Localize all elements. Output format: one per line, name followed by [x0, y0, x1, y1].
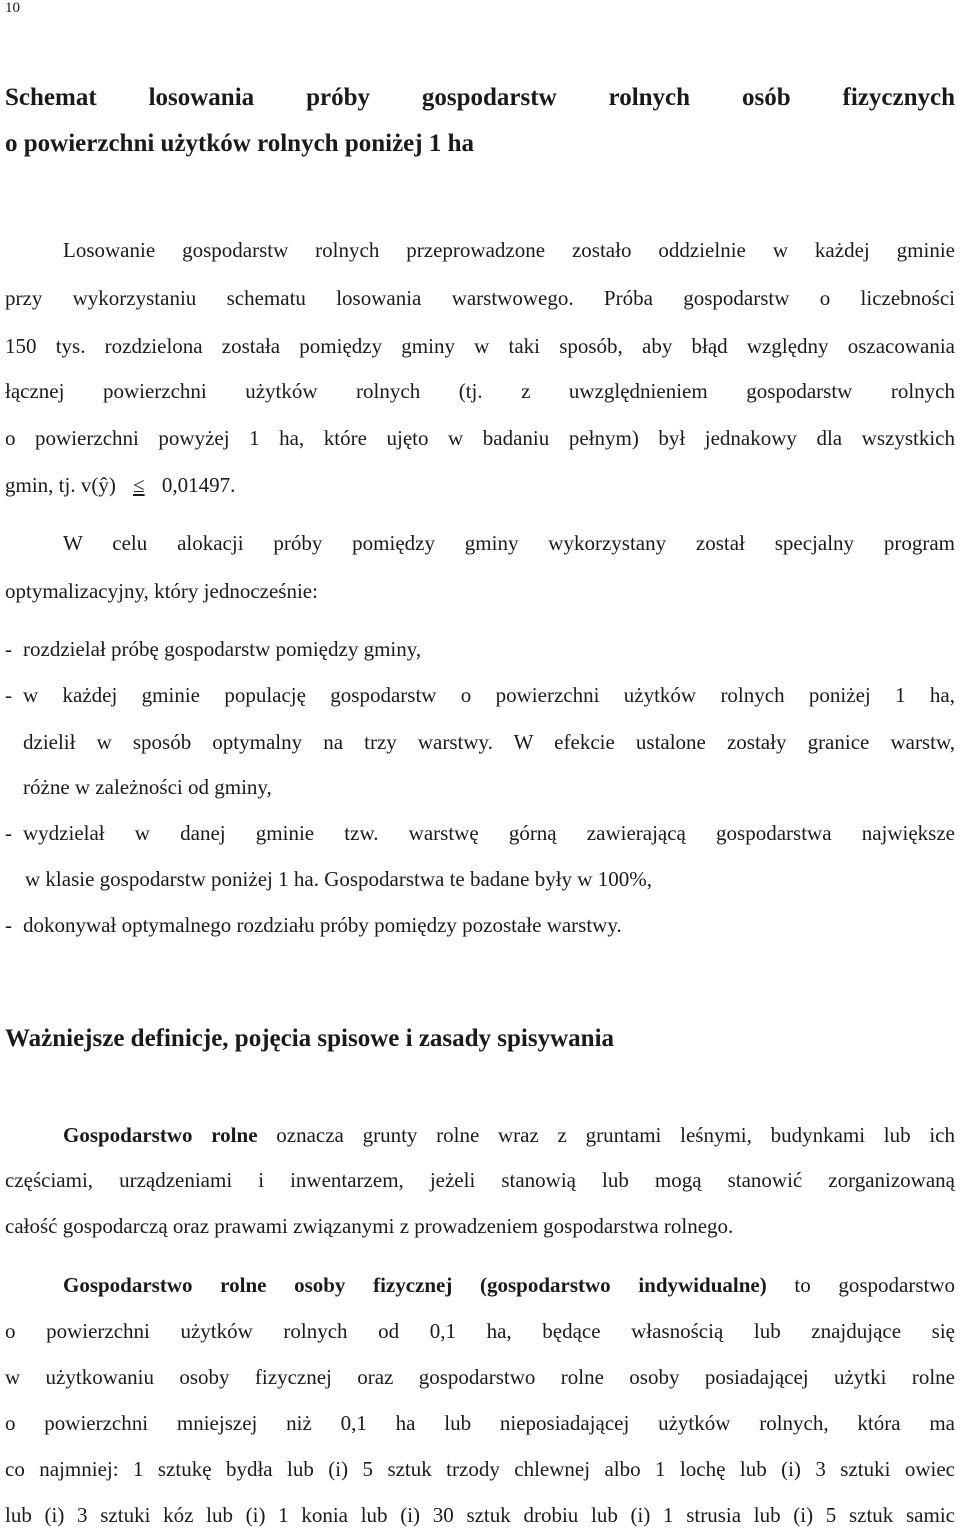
formula-text: gmin, tj. v(ŷ)	[5, 473, 116, 497]
list-item-text: dzielił w sposób optymalny na trzy warstwy. W efekcie ustalone zostały granice warstw,	[23, 730, 955, 754]
definition-term: Gospodarstwo rolne osoby fizycznej (gospodarstwo indywidualne)	[63, 1273, 767, 1297]
formula-value: 0,01497.	[161, 473, 236, 497]
list-dash: -	[5, 683, 12, 707]
text-line: o powierzchni powyżej 1 ha, które ujęto w badaniu pełnym) był jednakowy dla wszystkich	[5, 426, 955, 450]
text-line: Losowanie gospodarstw rolnych przeprowadzone zostało oddzielnie w każdej gminie	[63, 238, 955, 262]
text-line: optymalizacyjny, który jednocześnie:	[5, 579, 318, 603]
list-item-text: wydzielał w danej gminie tzw. warstwę górną zawierającą gospodarstwa największe	[23, 821, 955, 845]
page-number: 10	[5, 0, 20, 16]
section-heading: Ważniejsze definicje, pojęcia spisowe i zasady spisywania	[5, 1025, 615, 1052]
text-line: łącznej powierzchni użytków rolnych (tj. z uwzględnieniem gospodarstw rolnych	[5, 379, 955, 403]
text-line: przy wykorzystaniu schematu losowania warstwowego. Próba gospodarstw o liczebności	[5, 286, 955, 310]
definition-text: oznacza grunty rolne wraz z gruntami leśnymi, budynkami lub ich	[257, 1123, 956, 1147]
list-item-text: w klasie gospodarstw poniżej 1 ha. Gospodarstwa te badane były w 100%,	[25, 867, 652, 891]
text-line	[63, 1123, 955, 1148]
text-line: w użytkowaniu osoby fizycznej oraz gospodarstwo rolne osoby posiadającej użytki rolne	[5, 1365, 955, 1389]
text-line: 150 tys. rozdzielona została pomiędzy gminy w taki sposób, aby błąd względny oszacowania	[5, 334, 955, 358]
list-item-text: rozdzielał próbę gospodarstw pomiędzy gminy,	[23, 637, 422, 661]
list-dash: -	[5, 637, 12, 661]
text-line: całość gospodarczą oraz prawami związanymi z prowadzeniem gospodarstwa rolnego.	[5, 1214, 734, 1238]
text-line: częściami, urządzeniami i inwentarzem, jeżeli stanowią lub mogą stanowić zorganizowaną	[5, 1168, 955, 1192]
definition-term: Gospodarstwo rolne	[63, 1123, 258, 1147]
section-heading-line2: o powierzchni użytków rolnych poniżej 1 ha	[5, 130, 474, 157]
list-item-text: w każdej gminie populację gospodarstw o powierzchni użytków rolnych poniżej 1 ha,	[23, 683, 955, 707]
text-line: o powierzchni użytków rolnych od 0,1 ha, będące własnością lub znajdujące się	[5, 1319, 955, 1343]
text-line: W celu alokacji próby pomiędzy gminy wykorzystany został specjalny program	[63, 531, 955, 555]
list-item-text: różne w zależności od gminy,	[23, 775, 272, 799]
text-line: co najmniej: 1 sztukę bydła lub (i) 5 sztuk trzody chlewnej albo 1 lochę lub (i) 3 sztuki owiec	[5, 1457, 955, 1481]
section-heading: Schemat losowania próby gospodarstw rolnych osób fizycznych	[5, 84, 955, 111]
text-line: lub (i) 3 sztuki kóz lub (i) 1 konia lub (i) 30 sztuk drobiu lub (i) 1 strusia lub (i) 5 sztuk samic	[5, 1503, 955, 1527]
text-line: o powierzchni mniejszej niż 0,1 ha lub nieposiadającej użytków rolnych, która ma	[5, 1411, 955, 1435]
list-item-text: dokonywał optymalnego rozdziału próby pomiędzy pozostałe warstwy.	[23, 913, 622, 937]
list-dash: -	[5, 913, 12, 937]
definition-text: to gospodarstwo	[766, 1273, 956, 1297]
text-line	[5, 473, 235, 498]
less-equal-symbol: ≤	[133, 473, 145, 497]
list-dash: -	[5, 821, 12, 845]
text-line	[63, 1273, 955, 1298]
